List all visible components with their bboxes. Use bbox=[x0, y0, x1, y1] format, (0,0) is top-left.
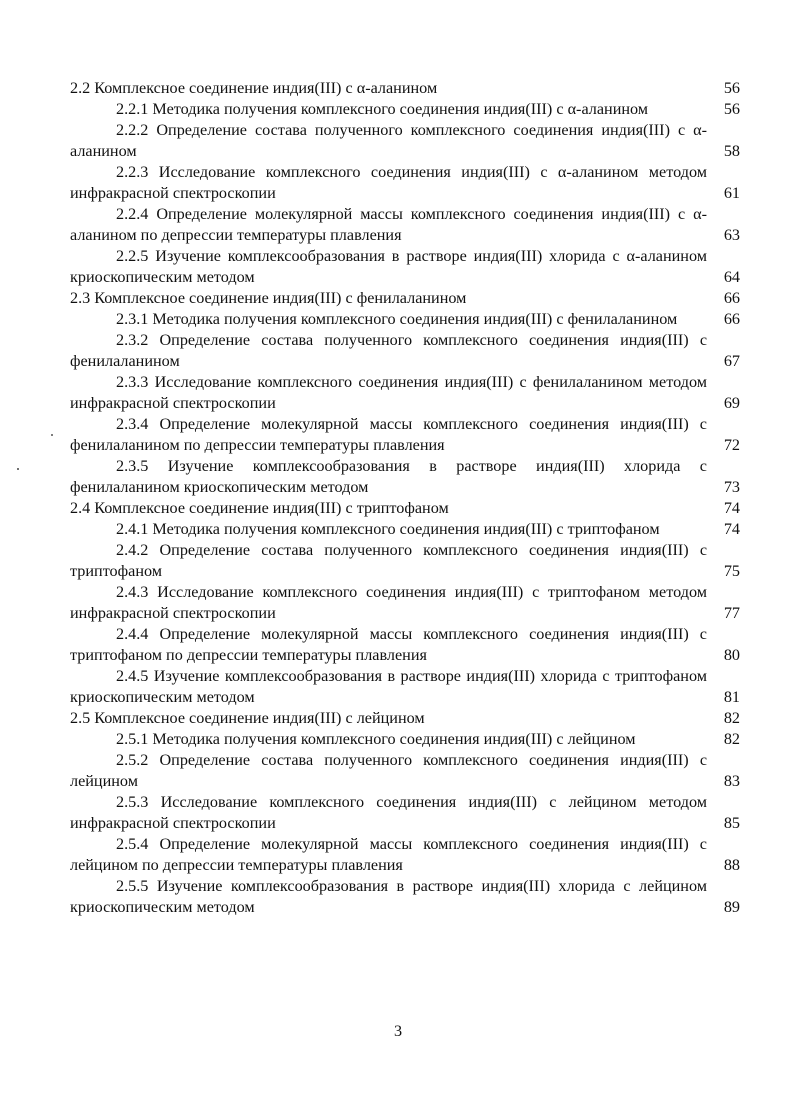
toc-entry-title: 2.4.2 Определение состава полученного комплексного соединения индия(III) с триптофаном bbox=[70, 541, 707, 580]
toc-entry-title: 2.4.3 Исследование комплексного соединения индия(III) с триптофаном методом инфракрасной спектроскопии bbox=[70, 583, 707, 622]
toc-subsection-entry bbox=[70, 456, 740, 498]
toc-entry-page: 83 bbox=[723, 772, 740, 790]
toc-entry-title: 2.3.4 Определение молекулярной массы комплексного соединения индия(III) с фенилаланином по депрессии температуры плавления bbox=[70, 415, 707, 454]
toc-entry-title: 2.3.5 Изучение комплексообразования в растворе индия(III) хлорида с фенилаланином криоскопическим методом bbox=[70, 457, 707, 496]
toc-subsection-entry bbox=[70, 834, 740, 876]
toc-entry-page: 56 bbox=[723, 79, 740, 97]
scan-speck bbox=[17, 468, 19, 470]
toc-entry-title: 2.4 Комплексное соединение индия(III) с триптофаном bbox=[70, 499, 449, 517]
toc-entry-title: 2.4.4 Определение молекулярной массы комплексного соединения индия(III) с триптофаном по депрессии температуры плавления bbox=[70, 625, 707, 664]
scan-speck bbox=[51, 434, 53, 436]
toc-entry-page: 56 bbox=[723, 100, 740, 118]
toc-subsection-entry bbox=[70, 372, 740, 414]
toc-entry-page: 63 bbox=[723, 226, 740, 244]
toc-entry-title: 2.2.3 Исследование комплексного соединения индия(III) с α-аланином методом инфракрасной спектроскопии bbox=[70, 163, 707, 202]
toc-subsection-entry bbox=[70, 120, 740, 162]
toc-entry-page: 82 bbox=[723, 730, 740, 748]
toc-entry-title: 2.2.1 Методика получения комплексного соединения индия(III) с α-аланином bbox=[116, 100, 649, 118]
toc-entry-title: 2.5.5 Изучение комплексообразования в растворе индия(III) хлорида с лейцином криоскопическим методом bbox=[70, 877, 707, 916]
toc-entry-title: 2.5.4 Определение молекулярной массы комплексного соединения индия(III) с лейцином по депрессии температуры плавления bbox=[70, 835, 707, 874]
toc-entry-page: 67 bbox=[723, 352, 740, 370]
toc-entry-title: 2.2.4 Определение молекулярной массы комплексного соединения индия(III) с α-аланином по депрессии температуры плавления bbox=[70, 205, 707, 244]
toc-entry-page: 58 bbox=[723, 142, 740, 160]
toc-entry-page: 72 bbox=[723, 436, 740, 454]
toc-entry-page: 66 bbox=[723, 289, 740, 307]
toc-section-entry bbox=[70, 288, 740, 309]
toc-entry-page: 75 bbox=[723, 562, 740, 580]
page-number: 3 bbox=[393, 1022, 403, 1040]
toc-subsection-entry bbox=[70, 246, 740, 288]
toc-subsection-entry bbox=[70, 750, 740, 792]
toc-entry-page: 80 bbox=[723, 646, 740, 664]
toc-section-entry bbox=[70, 498, 740, 519]
toc-subsection-entry bbox=[70, 666, 740, 708]
toc-entry-title: 2.3 Комплексное соединение индия(III) с фенилаланином bbox=[70, 289, 467, 307]
toc-entry-page: 81 bbox=[723, 688, 740, 706]
toc-subsection-entry bbox=[70, 876, 740, 918]
toc-subsection-entry bbox=[70, 99, 740, 120]
toc-entry-title: 2.5 Комплексное соединение индия(III) с лейцином bbox=[70, 709, 425, 727]
toc-entry-page: 88 bbox=[723, 856, 740, 874]
toc-entry-title: 2.4.5 Изучение комплексообразования в растворе индия(III) хлорида с триптофаном криоскопическим методом bbox=[70, 667, 707, 706]
toc-subsection-entry bbox=[70, 729, 740, 750]
table-of-contents bbox=[70, 78, 740, 918]
toc-entry-page: 89 bbox=[723, 898, 740, 916]
toc-entry-page: 82 bbox=[723, 709, 740, 727]
toc-entry-page: 85 bbox=[723, 814, 740, 832]
toc-subsection-entry bbox=[70, 330, 740, 372]
toc-entry-page: 74 bbox=[723, 520, 740, 538]
toc-entry-title: 2.2.5 Изучение комплексообразования в растворе индия(III) хлорида с α-аланином криоскопическим методом bbox=[70, 247, 707, 286]
toc-subsection-entry bbox=[70, 519, 740, 540]
toc-entry-page: 73 bbox=[723, 478, 740, 496]
toc-entry-page: 77 bbox=[723, 604, 740, 622]
toc-entry-title: 2.2.2 Определение состава полученного комплексного соединения индия(III) с α-аланином bbox=[70, 121, 707, 160]
toc-subsection-entry bbox=[70, 162, 740, 204]
toc-section-entry bbox=[70, 708, 740, 729]
toc-section-entry bbox=[70, 78, 740, 99]
toc-subsection-entry bbox=[70, 792, 740, 834]
toc-subsection-entry bbox=[70, 414, 740, 456]
toc-entry-page: 64 bbox=[723, 268, 740, 286]
toc-entry-title: 2.4.1 Методика получения комплексного соединения индия(III) с триптофаном bbox=[116, 520, 660, 538]
toc-entry-page: 69 bbox=[723, 394, 740, 412]
toc-entry-title: 2.3.2 Определение состава полученного комплексного соединения индия(III) с фенилаланином bbox=[70, 331, 707, 370]
toc-entry-title: 2.3.1 Методика получения комплексного соединения индия(III) с фенилаланином bbox=[116, 310, 678, 328]
toc-subsection-entry bbox=[70, 540, 740, 582]
toc-subsection-entry bbox=[70, 582, 740, 624]
toc-entry-title: 2.3.3 Исследование комплексного соединения индия(III) с фенилаланином методом инфракрасной спектроскопии bbox=[70, 373, 707, 412]
toc-subsection-entry bbox=[70, 309, 740, 330]
toc-entry-page: 61 bbox=[723, 184, 740, 202]
toc-entry-title: 2.5.3 Исследование комплексного соединения индия(III) с лейцином методом инфракрасной спектроскопии bbox=[70, 793, 707, 832]
toc-subsection-entry bbox=[70, 624, 740, 666]
toc-entry-title: 2.5.1 Методика получения комплексного соединения индия(III) с лейцином bbox=[116, 730, 636, 748]
toc-entry-title: 2.5.2 Определение состава полученного комплексного соединения индия(III) с лейцином bbox=[70, 751, 707, 790]
toc-subsection-entry bbox=[70, 204, 740, 246]
toc-entry-page: 74 bbox=[723, 499, 740, 517]
toc-entry-page: 66 bbox=[723, 310, 740, 328]
toc-entry-title: 2.2 Комплексное соединение индия(III) с α-аланином bbox=[70, 79, 438, 97]
